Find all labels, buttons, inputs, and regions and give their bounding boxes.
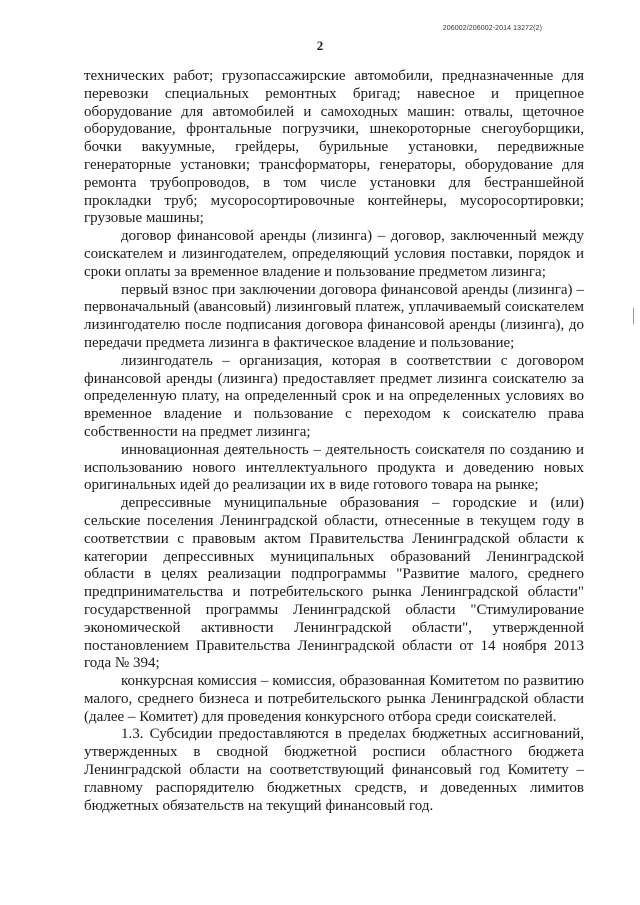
page-number: 2 [316,38,324,53]
paragraph-lessor: лизингодатель – организация, которая в соответствии с договором финансовой аренды (лизинга) предоставляет предмет лизинга соискателю за определенную плату, на определенный срок и на определенных условиях во временное владение и пользование с переходом к соискателю права собственности на предмет лизинга; [84,352,584,440]
paragraph-leasing-contract: договор финансовой аренды (лизинга) – договор, заключенный между соискателем и лизингодателем, определяющий условия поставки, порядок и сроки оплаты за временное владение и пользование предметом лизинга; [84,228,584,280]
paragraph-first-payment: первый взнос при заключении договора финансовой аренды (лизинга) – первоначальный (авансовый) лизинговый платеж, уплачиваемый соискателем лизингодателю после подписания договора финансовой аренды (лизинга), до передачи предмета лизинга в фактическое владение и пользование; [84,281,584,351]
document-id: 206002/206002-2014 13272(2) [442,25,542,32]
scan-margin-mark [633,308,634,324]
paragraph-depressed-municipalities: депрессивные муниципальные образования – городские и (или) сельские поселения Ленинградской области, отнесенные в текущем году в соответствии с правовым актом Правительства Ленинградской области к категории депрессивных муниципальных образований Ленинградской области в целях реализации подпрограммы "Развитие малого, среднего предпринимательства и потребительского рынка Ленинградской области" государственной программы Ленинградской области "Стимулирование экономической активности Ленинградской области", утвержденной постановлением Правительства Ленинградской области от 14 ноября 2013 года № 394; [84,495,584,672]
paragraph-competition-commission: конкурсная комиссия – комиссия, образованная Комитетом по развитию малого, среднего бизнеса и потребительского рынка Ленинградской области (далее – Комитет) для проведения конкурсного отбора среди соискателей. [84,673,584,725]
paragraph-equipment-list: технических работ; грузопассажирские автомобили, предназначенные для перевозки специальных ремонтных бригад; навесное и прицепное оборудование для автомобилей и самоходных машин: отвалы, щеточное оборудование, фронтальные погрузчики, шнекороторные снегоуборщики, бочки вакуумные, грейдеры, бурильные установки, передвижные генераторные установки; трансформаторы, генераторы, оборудование для ремонта трубопроводов, в том числе установки для бестраншейной прокладки труб; мусоросортировочные контейнеры, мусоросортировки; грузовые машины; [84,68,584,227]
paragraph-subsidies: 1.3. Субсидии предоставляются в пределах бюджетных ассигнований, утвержденных в сводной бюджетной росписи областного бюджета Ленинградской области на соответствующий финансовый год Комитету – главному распорядителю бюджетных средств, и доведенных лимитов бюджетных обязательств на текущий финансовый год. [84,726,584,814]
paragraph-innovation: инновационная деятельность – деятельность соискателя по созданию и использованию нового интеллектуального продукта и доведению новых оригинальных идей до реализации их в виде готового товара на рынке; [84,441,584,494]
document-body [84,68,584,815]
